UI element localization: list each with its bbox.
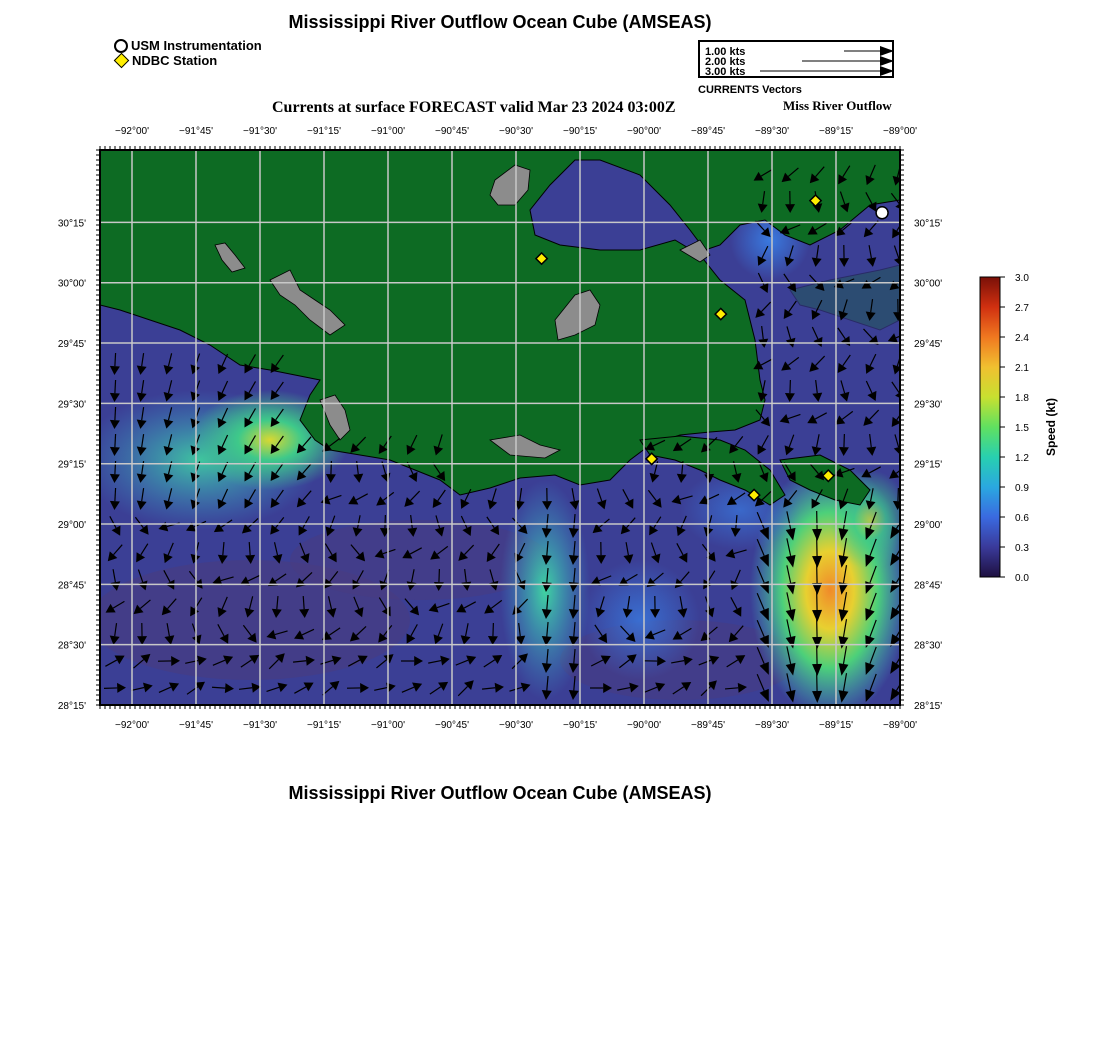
lon-label-top: −90°00'	[627, 126, 661, 137]
colorbar-tick: 0.3	[1015, 543, 1029, 554]
lon-label-bottom: −89°30'	[755, 720, 789, 731]
lon-label-bottom: −89°00'	[883, 720, 917, 731]
lat-labels-right	[914, 218, 942, 712]
lon-label-bottom: −90°45'	[435, 720, 469, 731]
usm-station-marker	[876, 207, 888, 219]
vector-scale-3: 3.00 kts	[705, 66, 746, 78]
vector-scale-2: 2.00 kts	[705, 56, 746, 68]
lon-labels-top	[115, 126, 917, 137]
lon-label-top: −90°15'	[563, 126, 597, 137]
lon-label-bottom: −89°15'	[819, 720, 853, 731]
lat-label-right: 28°45'	[914, 580, 943, 592]
speed-colorbar	[970, 270, 1090, 590]
legend-ndbc-label: NDBC Station	[132, 53, 218, 68]
colorbar-tick: 2.1	[1015, 363, 1029, 374]
lat-label-left: 28°45'	[57, 580, 86, 592]
lon-label-top: −89°15'	[819, 126, 853, 137]
lon-label-bottom: −90°15'	[563, 720, 597, 731]
colorbar-tick: 2.4	[1015, 333, 1029, 344]
lon-label-bottom: −91°45'	[179, 720, 213, 731]
colorbar-tick: 0.0	[1015, 573, 1029, 584]
lat-label-left: 30°15'	[57, 218, 86, 230]
lon-labels-bottom	[115, 720, 917, 731]
lat-label-left: 28°15'	[57, 701, 86, 712]
lon-label-top: −91°30'	[243, 126, 277, 137]
vector-caption: CURRENTS Vectors	[698, 84, 802, 96]
lon-label-top: −89°30'	[755, 126, 789, 137]
lon-label-top: −91°45'	[179, 126, 213, 137]
lat-label-right: 29°00'	[914, 520, 943, 532]
lon-label-top: −90°30'	[499, 126, 533, 137]
colorbar-tick: 0.6	[1015, 513, 1029, 524]
lat-label-right: 29°45'	[914, 339, 943, 351]
colorbar-label: Speed (kt)	[1044, 397, 1058, 457]
lat-labels-left	[58, 218, 86, 712]
legend-usm-label: USM Instrumentation	[131, 38, 262, 53]
lat-label-right: 30°00'	[914, 278, 943, 290]
lon-label-bottom: −91°00'	[371, 720, 405, 731]
lon-label-bottom: −89°45'	[691, 720, 725, 731]
lat-label-left: 29°45'	[57, 339, 86, 351]
colorbar-tick: 0.9	[1015, 483, 1029, 494]
lon-label-top: −91°15'	[307, 126, 341, 137]
lon-label-bottom: −91°30'	[243, 720, 277, 731]
colorbar-tick: 1.5	[1015, 423, 1029, 434]
colorbar-tick: 1.8	[1015, 393, 1029, 404]
lat-label-left: 29°00'	[57, 520, 86, 532]
lon-label-bottom: −90°30'	[499, 720, 533, 731]
lon-label-top: −90°45'	[435, 126, 469, 137]
region-label: Miss River Outflow	[783, 98, 892, 113]
lat-label-right: 29°30'	[914, 399, 943, 411]
lon-label-top: −89°45'	[691, 126, 725, 137]
lat-label-right: 28°15'	[914, 701, 943, 712]
lat-label-right: 28°30'	[914, 640, 943, 652]
lon-label-top: −91°00'	[371, 126, 405, 137]
colorbar-tick: 1.2	[1015, 453, 1029, 464]
colorbar-tick: 2.7	[1015, 303, 1029, 314]
lat-label-left: 30°00'	[57, 278, 86, 290]
map-subtitle: Currents at surface FORECAST valid Mar 23 2024 03:00Z	[272, 99, 676, 116]
page-title: Mississippi River Outflow Ocean Cube (AMSEAS)	[288, 12, 712, 32]
vector-scale-1: 1.00 kts	[705, 46, 746, 58]
footer-title: Mississippi River Outflow Ocean Cube (AMSEAS)	[288, 783, 712, 803]
lon-label-top: −92°00'	[115, 126, 149, 137]
lon-label-bottom: −91°15'	[307, 720, 341, 731]
lat-label-left: 29°15'	[57, 459, 86, 471]
lat-label-left: 29°30'	[57, 399, 86, 411]
lat-label-left: 28°30'	[57, 640, 86, 652]
lat-label-right: 29°15'	[914, 459, 943, 471]
colorbar-tick: 3.0	[1015, 273, 1029, 284]
lon-label-bottom: −90°00'	[627, 720, 661, 731]
lon-label-top: −89°00'	[883, 126, 917, 137]
lat-label-right: 30°15'	[914, 218, 943, 230]
lon-label-bottom: −92°00'	[115, 720, 149, 731]
